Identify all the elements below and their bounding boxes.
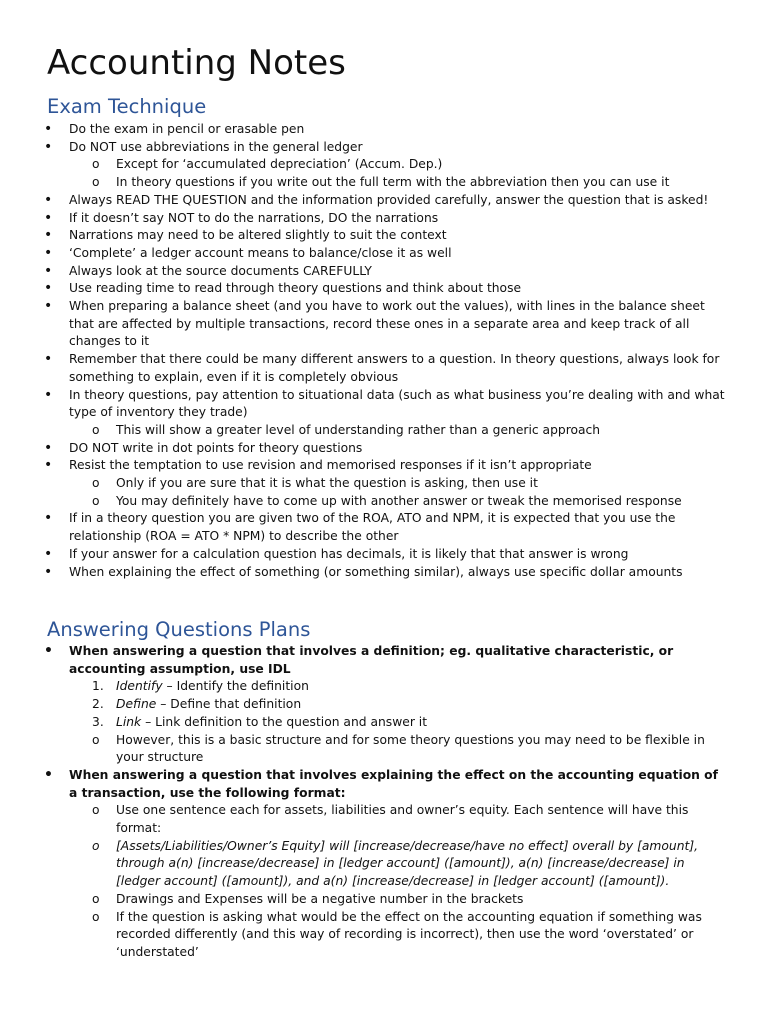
bullet-icon: • — [44, 643, 53, 659]
list-item: • Use reading time to read through theory questions and think about those — [44, 280, 522, 297]
number-marker: 3. — [92, 714, 104, 729]
list-item: • Always look at the source documents CAREFULLY — [44, 262, 372, 279]
bullet-icon: • — [44, 439, 53, 456]
sub-list-item: o In theory questions if you write out the full term with the abbreviation then you can use it — [0, 174, 768, 192]
list-item: • ‘Complete’ a ledger account means to balance/close it as well — [44, 244, 452, 261]
section-heading-answering-questions-plans: Answering Questions Plans — [47, 618, 311, 641]
list-item: • Do the exam in pencil or erasable pen — [44, 121, 305, 137]
sub-bullet-icon: o — [92, 157, 100, 172]
bullet-icon: • — [44, 227, 53, 244]
bullet-icon: • — [44, 457, 53, 474]
list-item: • In theory questions, pay attention to situational data (such as what business you’re dealing with and what type of inventory they trade) — [44, 386, 725, 420]
bullet-icon: • — [44, 298, 53, 315]
sub-bullet-icon: o — [92, 891, 100, 906]
list-item: • Remember that there could be many different answers to a question. In theory questions, always look for something to explain, even if it is completely obvious — [44, 351, 720, 384]
sub-list-item: o This will show a greater level of understanding rather than a generic approach — [0, 422, 768, 440]
bullet-icon: • — [44, 262, 53, 279]
sub-bullet-icon: o — [92, 838, 100, 853]
bullet-icon: • — [44, 209, 53, 226]
bullet-icon: • — [44, 510, 53, 527]
sub-list-item: o However, this is a basic structure and for some theory questions you may need to be flexible in your structure — [92, 732, 705, 765]
bullet-icon: • — [44, 244, 53, 261]
list-item: • When preparing a balance sheet (and you have to work out the values), with lines in the balance sheet that are affected by multiple transactions, record these ones in a separate area and keep track of all changes to it — [44, 298, 705, 349]
sub-list-item: o Drawings and Expenses will be a negative number in the brackets — [0, 891, 768, 909]
bullet-icon: • — [44, 545, 53, 562]
sub-list-item: o Use one sentence each for assets, liabilities and owner’s equity. Each sentence will have this format: — [92, 803, 689, 836]
list-item: • When answering a question that involves explaining the effect on the accounting equation of a transaction, use the following format: — [44, 766, 718, 800]
bullet-icon: • — [44, 121, 53, 137]
list-item: • DO NOT write in dot points for theory questions — [44, 439, 363, 456]
sub-bullet-icon: o — [92, 175, 100, 190]
list-item: • If it doesn’t say NOT to do the narrations, DO the narrations — [44, 209, 439, 226]
list-item: • When explaining the effect of something (or something similar), always use specific dollar amounts — [44, 563, 683, 580]
list-item: • Do NOT use abbreviations in the general ledger — [44, 138, 363, 155]
bullet-icon: • — [44, 191, 53, 208]
sub-bullet-icon: o — [92, 422, 100, 437]
bullet-icon: • — [44, 766, 53, 783]
sub-list-item: o If the question is asking what would be the effect on the accounting equation if something was recorded differently (and this way of recording is incorrect), then use the word ‘overstated’ or ‘understated’ — [92, 909, 702, 959]
list-item: • If your answer for a calculation question has decimals, it is likely that that answer is wrong — [44, 545, 629, 562]
number-marker: 2. — [92, 697, 104, 712]
bullet-icon: • — [44, 351, 53, 368]
sub-bullet-icon: o — [92, 909, 100, 924]
sub-list-item: o You may definitely have to come up with another answer or tweak the memorised response — [0, 493, 768, 511]
list-item: • Narrations may need to be altered slightly to suit the context — [44, 227, 447, 244]
page-title: Accounting Notes — [47, 43, 346, 83]
sub-list-item: o Except for ‘accumulated depreciation’ (Accum. Dep.) — [0, 156, 768, 174]
list-item: • Always READ THE QUESTION and the information provided carefully, answer the question that is asked! — [44, 191, 709, 208]
sub-list-item: o [Assets/Liabilities/Owner’s Equity] will [increase/decrease/have no effect] overall by [amount], through a(n) [increase/decrease] in [ledger account] ([amount]), a(n) [increase/decrease] in [ledger account] ([amount]), and a(n) [increase/decrease] in [ledger account] ([amount]). — [92, 838, 699, 889]
sub-bullet-icon: o — [92, 803, 100, 818]
list-item: • Resist the temptation to use revision and memorised responses if it isn’t appropriate — [44, 457, 592, 474]
bullet-icon: • — [44, 138, 53, 155]
list-item: • If in a theory question you are given two of the ROA, ATO and NPM, it is expected that you use the relationship (ROA = ATO * NPM) to describe the other — [44, 510, 676, 544]
numbered-item: 2. Define – Define that definition — [0, 696, 768, 714]
number-marker: 1. — [92, 679, 104, 694]
bullet-icon: • — [44, 280, 53, 297]
sub-bullet-icon: o — [92, 476, 100, 491]
sub-list-item: o Only if you are sure that it is what the question is asking, then use it — [0, 475, 768, 493]
numbered-item: 1. Identify – Identify the definition — [0, 678, 768, 696]
answering-plans-list — [0, 643, 768, 962]
bullet-icon: • — [44, 386, 53, 403]
sub-bullet-icon: o — [92, 732, 100, 747]
numbered-item: 3. Link – Link definition to the question and answer it — [0, 714, 768, 732]
exam-technique-list — [0, 121, 768, 581]
sub-bullet-icon: o — [92, 493, 100, 508]
bullet-icon: • — [44, 563, 53, 580]
list-item: • When answering a question that involves a definition; eg. qualitative characteristic, or accounting assumption, use IDL — [44, 643, 674, 676]
section-heading-exam-technique: Exam Technique — [47, 95, 207, 118]
